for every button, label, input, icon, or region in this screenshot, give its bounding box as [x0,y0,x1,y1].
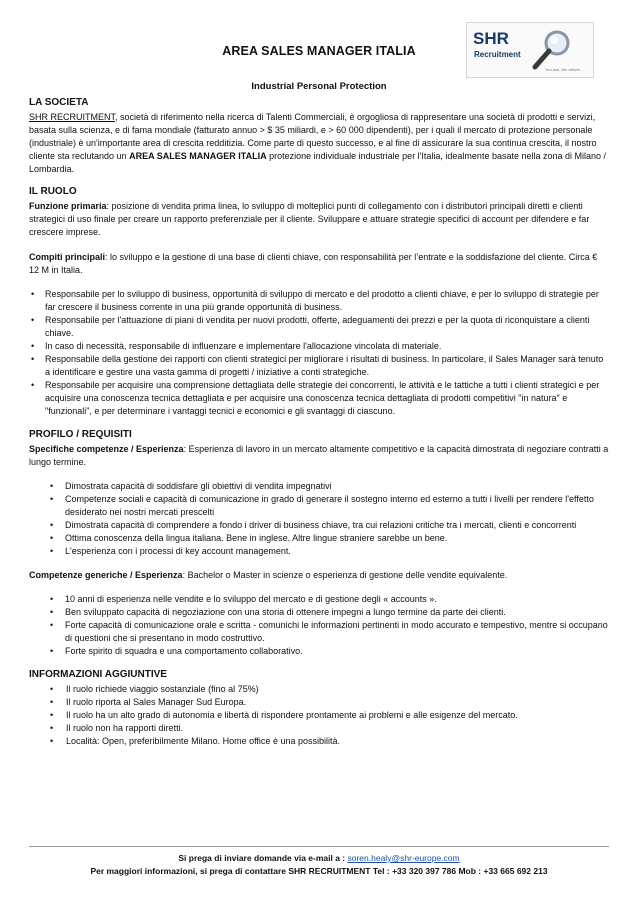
gen-bullet-list [29,593,609,658]
list-item: • Ottima conoscenza della lingua italiana. Bene in inglese. Altre lingue straniere sarebbe un bene. [29,532,609,545]
document-body [29,96,609,748]
heading-ruolo: IL RUOLO [29,186,77,197]
societa-text-a: , società di riferimento nella ricerca di Talenti Commerciali, è orgogliosa di rappresentare una società di prodotti e servizi, basata sulla scienza, e di fama mondiale (fatturato annuo > $ 35 miliardi, e > 60 000 dipendenti), per i quali il mercato di protezione personale (industriale) è un'importante area di crescita redditizia. Come parte di questo successo, e al fine di assicurare la sua continua crescita, il nostro cliente sta reclutando un [29,112,597,161]
funzione-label: Funzione primaria [29,201,107,211]
list-item: • Il ruolo richiede viaggio sostanziale (fino al 75%) [29,683,609,696]
list-item: • Responsabile per lo sviluppo di business, opportunità di sviluppo di mercato e del prodotto a clienti chiave, e per lo sviluppo di strategie per far crescere il business corrente in una più grande opportunità di business. [29,288,609,314]
list-item: • Forte spirito di squadra e una comportamento collaborativo. [29,645,609,658]
footer-prefix: Si prega di inviare domande via e-mail a : [178,853,348,863]
list-item: • Competenze sociali e capacità di comunicazione in grado di generare il sostegno interno ed esterno a tutti i livelli per rendere l'effetto desiderato nei nostri mercati prescelti [29,493,609,519]
funzione-text: : posizione di vendita prima linea, lo sviluppo di molteplici punti di collegamento con i distributori principali diretti e clienti strategici di uso finale per creare un rapporto preferenziale per il cliente. Sviluppare e attuare strategie specifici di account per difendere e far crescere imprese. [29,201,590,237]
footer-contact-line [0,853,638,863]
ruolo-bullet-list [29,288,609,418]
job-subtitle: Industrial Personal Protection [251,81,387,92]
gen-label: Competenze generiche / Esperienza [29,570,183,580]
societa-text-b: protezione individuale industriale per l'Italia, idealmente basate nella zona di Milano / Lombardia. [29,151,607,174]
logo-brand: SHR [473,29,509,48]
heading-societa: LA SOCIETA [29,97,89,108]
list-item: • Ben sviluppato capacità di negoziazione con una storia di ottenere impegni a lungo termine da parte dei clienti. [29,606,609,619]
logo-tagline: You ask, We deliver [545,67,581,72]
section-profilo [29,428,609,658]
list-item: • Responsabile della gestione dei rapporti con clienti strategici per migliorare i risultati di business. In particolare, il Sales Manager sarà tenuto a identificare e gestire una vasta gamma di progetti / iniziative a conti strategiche. [29,353,609,379]
list-item: • In caso di necessità, responsabile di influenzare e implementare l'allocazione vincolata di materiale. [29,340,609,353]
compiti-text: : lo sviluppo e la gestione di una base di clienti chiave, con responsabilità per l’entrate e la soddisfazione del cliente. Circa € 12 M in Italia. [29,252,598,275]
gen-paragraph [29,569,609,582]
heading-profilo: PROFILO / REQUISITI [29,429,132,440]
logo-sub: Recruitment [474,50,521,59]
list-item: • Forte capacità di comunicazione orale e scritta - comunichi le informazioni pertinenti in modo accurato e tempestivo, mentre si occupano di questioni che si presentano in modo costruttivo. [29,619,609,645]
contact-email-link[interactable]: soren.healy@shr-europe.com [347,853,460,863]
list-item: • Località: Open, preferibilmente Milano. Home office è una possibilità. [29,735,609,748]
funzione-paragraph [29,200,609,239]
list-item: • Responsabile per acquisire una comprensione dettagliata delle strategie dei concorrenti, le attività e le tattiche a tutti i clienti strategici e per acquisire una conoscenza tecnica dettagliata e per acquisire una conoscenza tecnica dettagliata di prodotti competitivi "in natura" e "funzionali", e per determinare i vantaggi tecnici e economici e gli svantaggi di ciascuno. [29,379,609,418]
list-item: • Dimostrata capacità di comprendere a fondo i driver di business chiave, tra cui relazioni critiche tra i mercati, clienti e concorrenti [29,519,609,532]
spec-label: Specifiche competenze / Esperienza [29,444,184,454]
compiti-label: Compiti principali [29,252,106,262]
list-item: • L'esperienza con i processi di key account management. [29,545,609,558]
company-link[interactable]: SHR RECRUITMENT [29,112,116,122]
spec-text: : Esperienza di lavoro in un mercato altamente competitivo e la capacità dimostrata di negoziare contratti a lungo termine. [29,444,609,467]
societa-bold: AREA SALES MANAGER ITALIA [129,151,267,161]
societa-paragraph [29,111,609,176]
footer-divider [29,846,609,847]
section-ruolo [29,185,609,418]
list-item: • Il ruolo riporta al Sales Manager Sud Europa. [29,696,609,709]
list-item: • Il ruolo ha un alto grado di autonomia e libertà di rispondere prontamente ai problemi e alle esigenze del mercato. [29,709,609,722]
list-item: • 10 anni di esperienza nelle vendite e lo sviluppo del mercato e di gestione degli « accounts ». [29,593,609,606]
list-item: • Responsabile per l'attuazione di piani di vendita per nuovi prodotti, offerte, adeguamenti dei prezzi e per la quota di riconquistare a clienti chiave. [29,314,609,340]
section-societa [29,96,609,176]
info-bullet-list [29,683,609,748]
footer-info-line: Per maggiori informazioni, si prega di contattare SHR RECRUITMENT Tel : +33 320 397 786 Mob : +33 665 692 213 [90,866,548,876]
spec-paragraph [29,443,609,469]
compiti-paragraph [29,251,609,277]
list-item: • Il ruolo non ha rapporti diretti. [29,722,609,735]
heading-info: INFORMAZIONI AGGIUNTIVE [29,669,167,680]
spec-bullet-list [29,480,609,558]
list-item: • Dimostrata capacità di soddisfare gli obiettivi di vendita impegnativi [29,480,609,493]
section-info [29,668,609,748]
job-title: AREA SALES MANAGER ITALIA [222,44,416,58]
gen-text: : Bachelor o Master in scienze o esperienza di gestione delle vendite equivalente. [182,570,508,580]
